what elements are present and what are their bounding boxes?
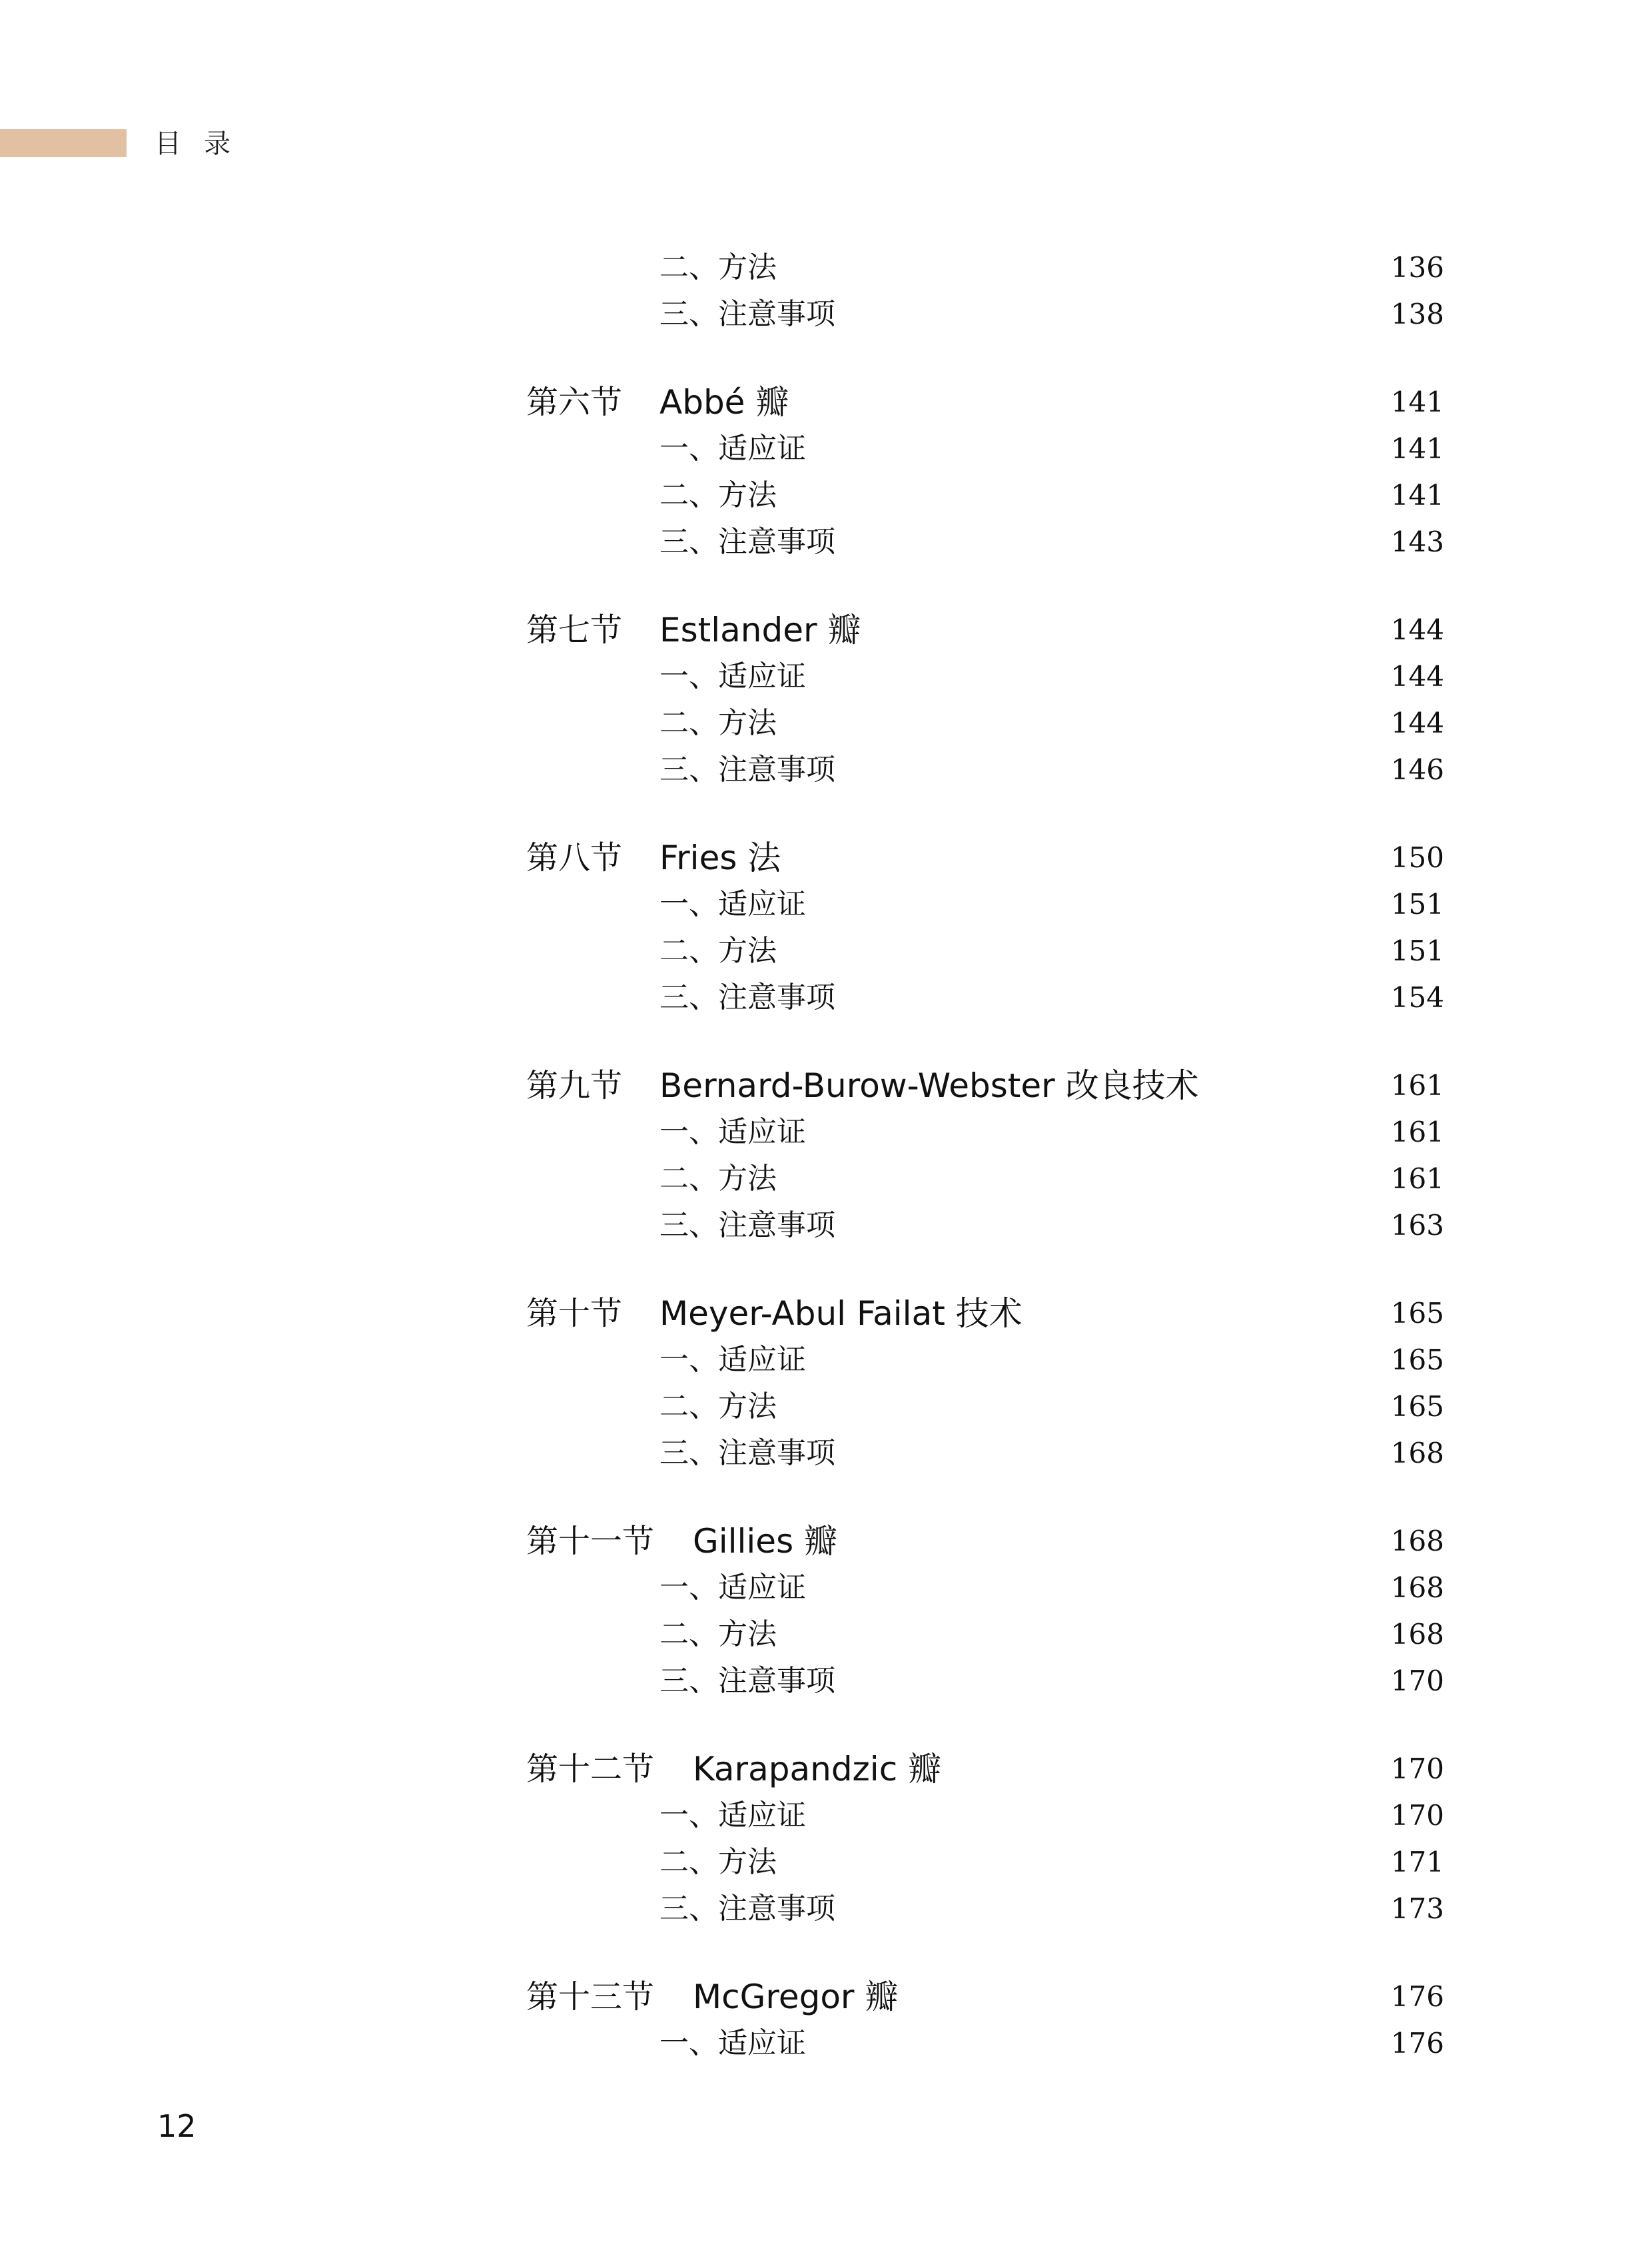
item-title: 二、方法 <box>659 1617 777 1651</box>
toc-item[interactable] <box>0 1609 1652 1656</box>
toc-item[interactable] <box>0 1335 1652 1381</box>
toc-item[interactable] <box>0 698 1652 745</box>
toc-item[interactable] <box>0 470 1652 517</box>
section-number: 第六节 <box>526 384 623 421</box>
toc-section-heading[interactable] <box>0 1060 1652 1107</box>
toc-section <box>0 1516 1652 1702</box>
toc-item[interactable] <box>0 1563 1652 1609</box>
section-title: Karapandzic 瓣 <box>693 1750 942 1788</box>
section-page-number: 176 <box>1390 1980 1444 2013</box>
toc-section <box>0 605 1652 791</box>
item-page-number: 141 <box>1390 479 1444 512</box>
item-title: 一、适应证 <box>659 887 806 921</box>
toc-item[interactable] <box>0 2018 1652 2065</box>
toc-item[interactable] <box>0 1884 1652 1930</box>
section-number: 第九节 <box>526 1067 623 1104</box>
section-title: McGregor 瓣 <box>693 1978 899 2016</box>
section-number: 第十二节 <box>526 1750 655 1788</box>
section-title: Bernard-Burow-Webster 改良技术 <box>659 1066 1199 1105</box>
item-title: 三、注意事项 <box>659 1208 835 1242</box>
item-title: 二、方法 <box>659 478 777 512</box>
item-page-number: 165 <box>1390 1343 1444 1376</box>
section-title: Estlander 瓣 <box>659 611 861 649</box>
section-title: Abbé 瓣 <box>659 383 789 422</box>
item-page-number: 143 <box>1390 526 1444 558</box>
item-title: 一、适应证 <box>659 1343 806 1377</box>
toc-section <box>0 377 1652 563</box>
toc-section <box>0 1972 1652 2065</box>
section-page-number: 161 <box>1390 1069 1444 1102</box>
toc-item[interactable] <box>0 1107 1652 1154</box>
item-title: 二、方法 <box>659 934 777 968</box>
section-page-number: 168 <box>1390 1525 1444 1557</box>
toc-section-heading[interactable] <box>0 1744 1652 1790</box>
toc-item[interactable] <box>0 1790 1652 1837</box>
toc-item[interactable] <box>0 972 1652 1019</box>
page-header-title: 目录 <box>155 129 253 159</box>
toc-section-heading[interactable] <box>0 1288 1652 1335</box>
toc-item[interactable] <box>0 1837 1652 1884</box>
toc-section-heading[interactable] <box>0 377 1652 424</box>
toc-item[interactable] <box>0 651 1652 698</box>
item-title: 三、注意事项 <box>659 1892 835 1926</box>
item-title: 一、适应证 <box>659 432 806 466</box>
item-page-number: 144 <box>1390 660 1444 693</box>
item-page-number: 170 <box>1390 1665 1444 1697</box>
section-number: 第七节 <box>526 611 623 649</box>
item-title: 一、适应证 <box>659 2026 806 2060</box>
item-page-number: 165 <box>1390 1390 1444 1423</box>
toc-item[interactable] <box>0 1154 1652 1200</box>
item-title: 三、注意事项 <box>659 1436 835 1470</box>
item-title: 三、注意事项 <box>659 980 835 1014</box>
toc-item[interactable] <box>0 745 1652 791</box>
item-title: 二、方法 <box>659 1845 777 1879</box>
toc-section <box>0 833 1652 1019</box>
toc-section-heading[interactable] <box>0 833 1652 879</box>
section-page-number: 144 <box>1390 613 1444 646</box>
item-page-number: 168 <box>1390 1571 1444 1604</box>
section-page-number: 150 <box>1390 841 1444 874</box>
section-number: 第十一节 <box>526 1523 655 1560</box>
item-page-number: 141 <box>1390 432 1444 465</box>
toc-item[interactable] <box>0 242 1652 289</box>
section-title: Gillies 瓣 <box>693 1522 838 1561</box>
item-page-number: 138 <box>1390 298 1444 330</box>
item-page-number: 163 <box>1390 1209 1444 1242</box>
item-title: 三、注意事项 <box>659 753 835 787</box>
item-page-number: 161 <box>1390 1162 1444 1195</box>
toc-item[interactable] <box>0 289 1652 336</box>
toc-section <box>0 1744 1652 1930</box>
item-title: 二、方法 <box>659 250 777 284</box>
item-page-number: 176 <box>1390 2027 1444 2059</box>
item-title: 一、适应证 <box>659 1115 806 1149</box>
section-page-number: 141 <box>1390 386 1444 418</box>
item-title: 一、适应证 <box>659 1571 806 1605</box>
toc-item[interactable] <box>0 424 1652 470</box>
item-title: 一、适应证 <box>659 659 806 693</box>
item-page-number: 168 <box>1390 1437 1444 1469</box>
item-page-number: 170 <box>1390 1799 1444 1832</box>
section-page-number: 170 <box>1390 1752 1444 1785</box>
toc-section <box>0 1060 1652 1247</box>
section-title: Meyer-Abul Failat 技术 <box>659 1294 1023 1333</box>
section-page-number: 165 <box>1390 1297 1444 1329</box>
toc-item[interactable] <box>0 1656 1652 1702</box>
item-page-number: 151 <box>1390 934 1444 967</box>
item-title: 三、注意事项 <box>659 297 835 331</box>
toc-item[interactable] <box>0 1381 1652 1428</box>
toc-section <box>0 242 1652 336</box>
toc-item[interactable] <box>0 517 1652 563</box>
item-page-number: 146 <box>1390 753 1444 786</box>
section-number: 第十三节 <box>526 1978 655 2016</box>
item-page-number: 161 <box>1390 1116 1444 1148</box>
page-number: 12 <box>157 2108 197 2144</box>
toc-item[interactable] <box>0 1200 1652 1247</box>
item-title: 三、注意事项 <box>659 1664 835 1698</box>
item-page-number: 136 <box>1390 251 1444 284</box>
toc-section-heading[interactable] <box>0 1516 1652 1563</box>
item-title: 二、方法 <box>659 1162 777 1196</box>
item-title: 二、方法 <box>659 706 777 740</box>
item-page-number: 171 <box>1390 1846 1444 1878</box>
toc-item[interactable] <box>0 926 1652 972</box>
header-accent-bar <box>0 129 127 157</box>
toc-section-heading[interactable] <box>0 605 1652 651</box>
item-title: 二、方法 <box>659 1389 777 1423</box>
item-page-number: 151 <box>1390 888 1444 921</box>
section-number: 第八节 <box>526 839 623 877</box>
toc-section-heading[interactable] <box>0 1972 1652 2018</box>
item-page-number: 173 <box>1390 1892 1444 1925</box>
toc-item[interactable] <box>0 1428 1652 1475</box>
table-of-contents <box>0 242 1652 2106</box>
toc-section <box>0 1288 1652 1475</box>
item-page-number: 154 <box>1390 981 1444 1014</box>
toc-item[interactable] <box>0 879 1652 926</box>
section-title: Fries 法 <box>659 839 781 877</box>
section-number: 第十节 <box>526 1295 623 1332</box>
item-title: 一、适应证 <box>659 1798 806 1832</box>
item-page-number: 144 <box>1390 707 1444 739</box>
item-title: 三、注意事项 <box>659 525 835 559</box>
item-page-number: 168 <box>1390 1618 1444 1651</box>
